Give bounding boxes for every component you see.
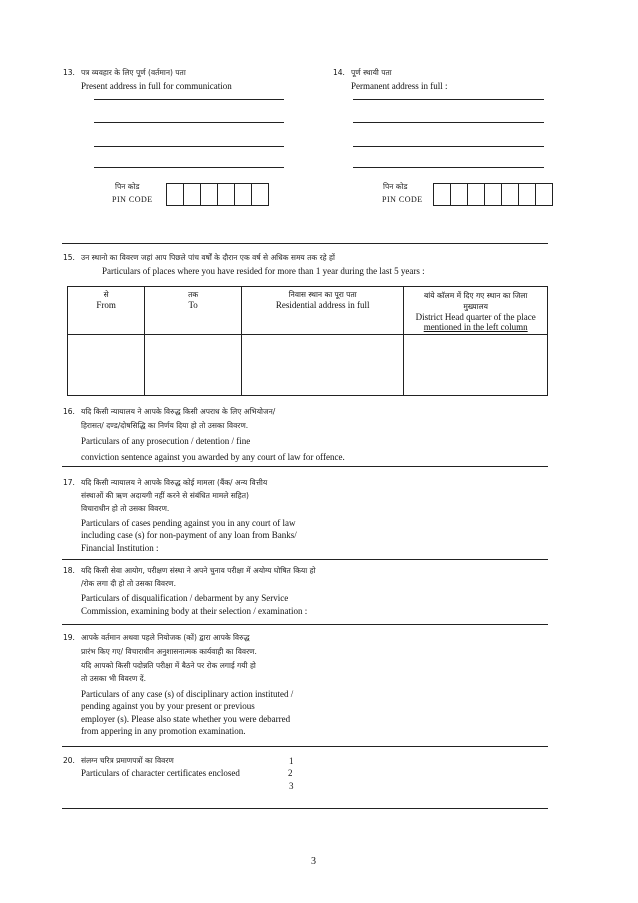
q14-english-label: Permanent address in full : (351, 81, 448, 91)
q14-pin-code-boxes[interactable] (433, 183, 553, 206)
pin-digit-box[interactable] (468, 184, 485, 205)
page-number: 3 (311, 856, 316, 867)
q13-address-line-4[interactable] (94, 167, 284, 168)
q16-number: 16. (63, 407, 75, 416)
q14-number: 14. (333, 68, 345, 77)
q16-english-line-1: Particulars of any prosecution / detention / fine (81, 436, 251, 446)
q14-address-line-2[interactable] (353, 122, 544, 123)
col-district-hindi: बांये कॉलम में दिए गए स्थान का जिला मुख्यालय (424, 291, 528, 311)
q13-address-line-1[interactable] (94, 99, 284, 100)
col-from-header (68, 287, 145, 335)
q19-number: 19. (63, 633, 75, 642)
pin-digit-box[interactable] (235, 184, 252, 205)
table-header-row (68, 287, 548, 335)
cell-district[interactable] (404, 335, 548, 396)
q19-hindi-line-4: तो उसका भी विवरण दें. (81, 674, 146, 683)
q14-address-line-4[interactable] (353, 167, 544, 168)
cell-to[interactable] (145, 335, 242, 396)
pin-digit-box[interactable] (485, 184, 502, 205)
residence-table (67, 286, 548, 396)
q13-number: 13. (63, 68, 75, 77)
q17-english-line-3: Financial Institution : (81, 543, 159, 553)
certificate-item-2: 2 (288, 768, 293, 778)
q20-hindi-label: संलग्न चरित्र प्रमाणपत्रों का विवरण (81, 756, 174, 765)
q16-english-line-2: conviction sentence against you awarded by any court of law for offence. (81, 452, 345, 462)
q17-hindi-line-1: यदि किसी न्यायालय ने आपके विरुद्ध कोई मामला (बैंक/ अन्य वित्तीय (81, 478, 268, 487)
q17-english-line-2: including case (s) for non-payment of any loan from Banks/ (81, 530, 297, 540)
section-divider (62, 624, 548, 625)
q14-address-line-1[interactable] (353, 99, 544, 100)
section-divider (62, 746, 548, 747)
q20-number: 20. (63, 756, 75, 765)
q16-hindi-line-2: हिरासत/ दण्ड/दोषसिद्धि का निर्णय दिया हो तो उसका विवरण. (81, 421, 249, 430)
q17-hindi-line-3: विचाराधीन हो तो उसका विवरण. (81, 504, 170, 513)
section-divider (62, 243, 548, 244)
q18-english-line-1: Particulars of disqualification / debarment by any Service (81, 593, 289, 603)
col-to-hindi: तक (188, 290, 199, 299)
col-to-header (145, 287, 242, 335)
certificate-item-1: 1 (289, 756, 294, 766)
q18-hindi-line-1: यदि किसी सेवा आयोग, परीक्षण संस्था ने अपने चुनाव परीक्षा में अयोग्य घोषित किया हो (81, 566, 316, 575)
q13-pin-english: PIN CODE (112, 195, 153, 204)
q17-hindi-line-2: संस्थाओं की ऋण अदायगी नहीं करने से संबंधित मामले सहित) (81, 491, 249, 500)
pin-digit-box[interactable] (167, 184, 184, 205)
q15-number: 15. (63, 253, 75, 262)
section-divider (62, 559, 548, 560)
pin-digit-box[interactable] (184, 184, 201, 205)
cell-from[interactable] (68, 335, 145, 396)
pin-digit-box[interactable] (252, 184, 268, 205)
q14-pin-hindi: पिन कोड (383, 182, 408, 191)
pin-digit-box[interactable] (519, 184, 536, 205)
q15-english-label: Particulars of places where you have resided for more than 1 year during the last 5 years : (102, 266, 425, 276)
pin-digit-box[interactable] (218, 184, 235, 205)
q19-english-line-3: employer (s). Please also state whether you were debarred (81, 714, 291, 724)
q15-hindi-label: उन स्थानो का विवरण जहां आप पिछले पांच वर्षों के दौरान एक वर्ष से अधिक समय तक रहे हों (81, 253, 335, 262)
q16-hindi-line-1: यदि किसी न्यायालय ने आपके विरुद्ध किसी अपराध के लिए अभियोजन/ (81, 407, 276, 416)
pin-digit-box[interactable] (434, 184, 451, 205)
col-district-english-2: mentioned in the left column (423, 322, 528, 332)
col-to-english: To (188, 300, 198, 310)
q19-hindi-line-2: प्रारंभ किए गए/ विचाराधीन अनुशासनात्मक कार्यवाही का विवरण. (81, 647, 257, 656)
cell-address[interactable] (242, 335, 404, 396)
q13-hindi-label: पत्र व्यवहार के लिए पूर्ण (वर्तमान) पता (81, 68, 186, 77)
col-address-header (242, 287, 404, 335)
q17-number: 17. (63, 478, 75, 487)
section-divider (62, 808, 548, 809)
col-district-english-1: District Head quarter of the place (415, 312, 536, 322)
q14-pin-english: PIN CODE (382, 195, 423, 204)
pin-digit-box[interactable] (502, 184, 519, 205)
certificate-item-3: 3 (289, 781, 294, 791)
q19-english-line-2: pending against you by your present or previous (81, 701, 255, 711)
q20-english-label: Particulars of character certificates enclosed (81, 768, 240, 778)
col-from-hindi: से (103, 290, 109, 299)
q19-english-line-1: Particulars of any case (s) of disciplinary action instituted / (81, 689, 294, 699)
q13-pin-code-boxes[interactable] (166, 183, 269, 206)
col-from-english: From (96, 300, 116, 310)
q14-address-line-3[interactable] (353, 146, 544, 147)
pin-digit-box[interactable] (201, 184, 218, 205)
q13-address-line-3[interactable] (94, 146, 284, 147)
col-address-hindi: निवास स्थान का पूरा पता (288, 290, 357, 299)
q18-number: 18. (63, 566, 75, 575)
q18-hindi-line-2: /रोक लगा दी हो तो उसका विवरण. (81, 579, 176, 588)
q19-hindi-line-3: यदि आपको किसी पदोन्नति परीक्षा में बैठने पर रोक लगाई गयी हो (81, 661, 256, 670)
q17-english-line-1: Particulars of cases pending against you in any court of law (81, 518, 296, 528)
col-district-header (404, 287, 548, 335)
pin-digit-box[interactable] (536, 184, 552, 205)
q14-hindi-label: पूर्ण स्थायी पता (351, 68, 392, 77)
q18-english-line-2: Commission, examining body at their selection / examination : (81, 606, 308, 616)
q13-english-label: Present address in full for communication (81, 81, 232, 91)
q13-pin-hindi: पिन कोड (115, 182, 140, 191)
col-address-english: Residential address in full (275, 300, 370, 310)
table-row[interactable] (68, 335, 548, 396)
q13-address-line-2[interactable] (94, 122, 284, 123)
q19-hindi-line-1: आपके वर्तमान अथवा पहले नियोजक (कों) द्वारा आपके विरुद्ध (81, 633, 250, 642)
section-divider (62, 466, 548, 467)
q19-english-line-4: from appering in any promotion examination. (81, 726, 246, 736)
pin-digit-box[interactable] (451, 184, 468, 205)
